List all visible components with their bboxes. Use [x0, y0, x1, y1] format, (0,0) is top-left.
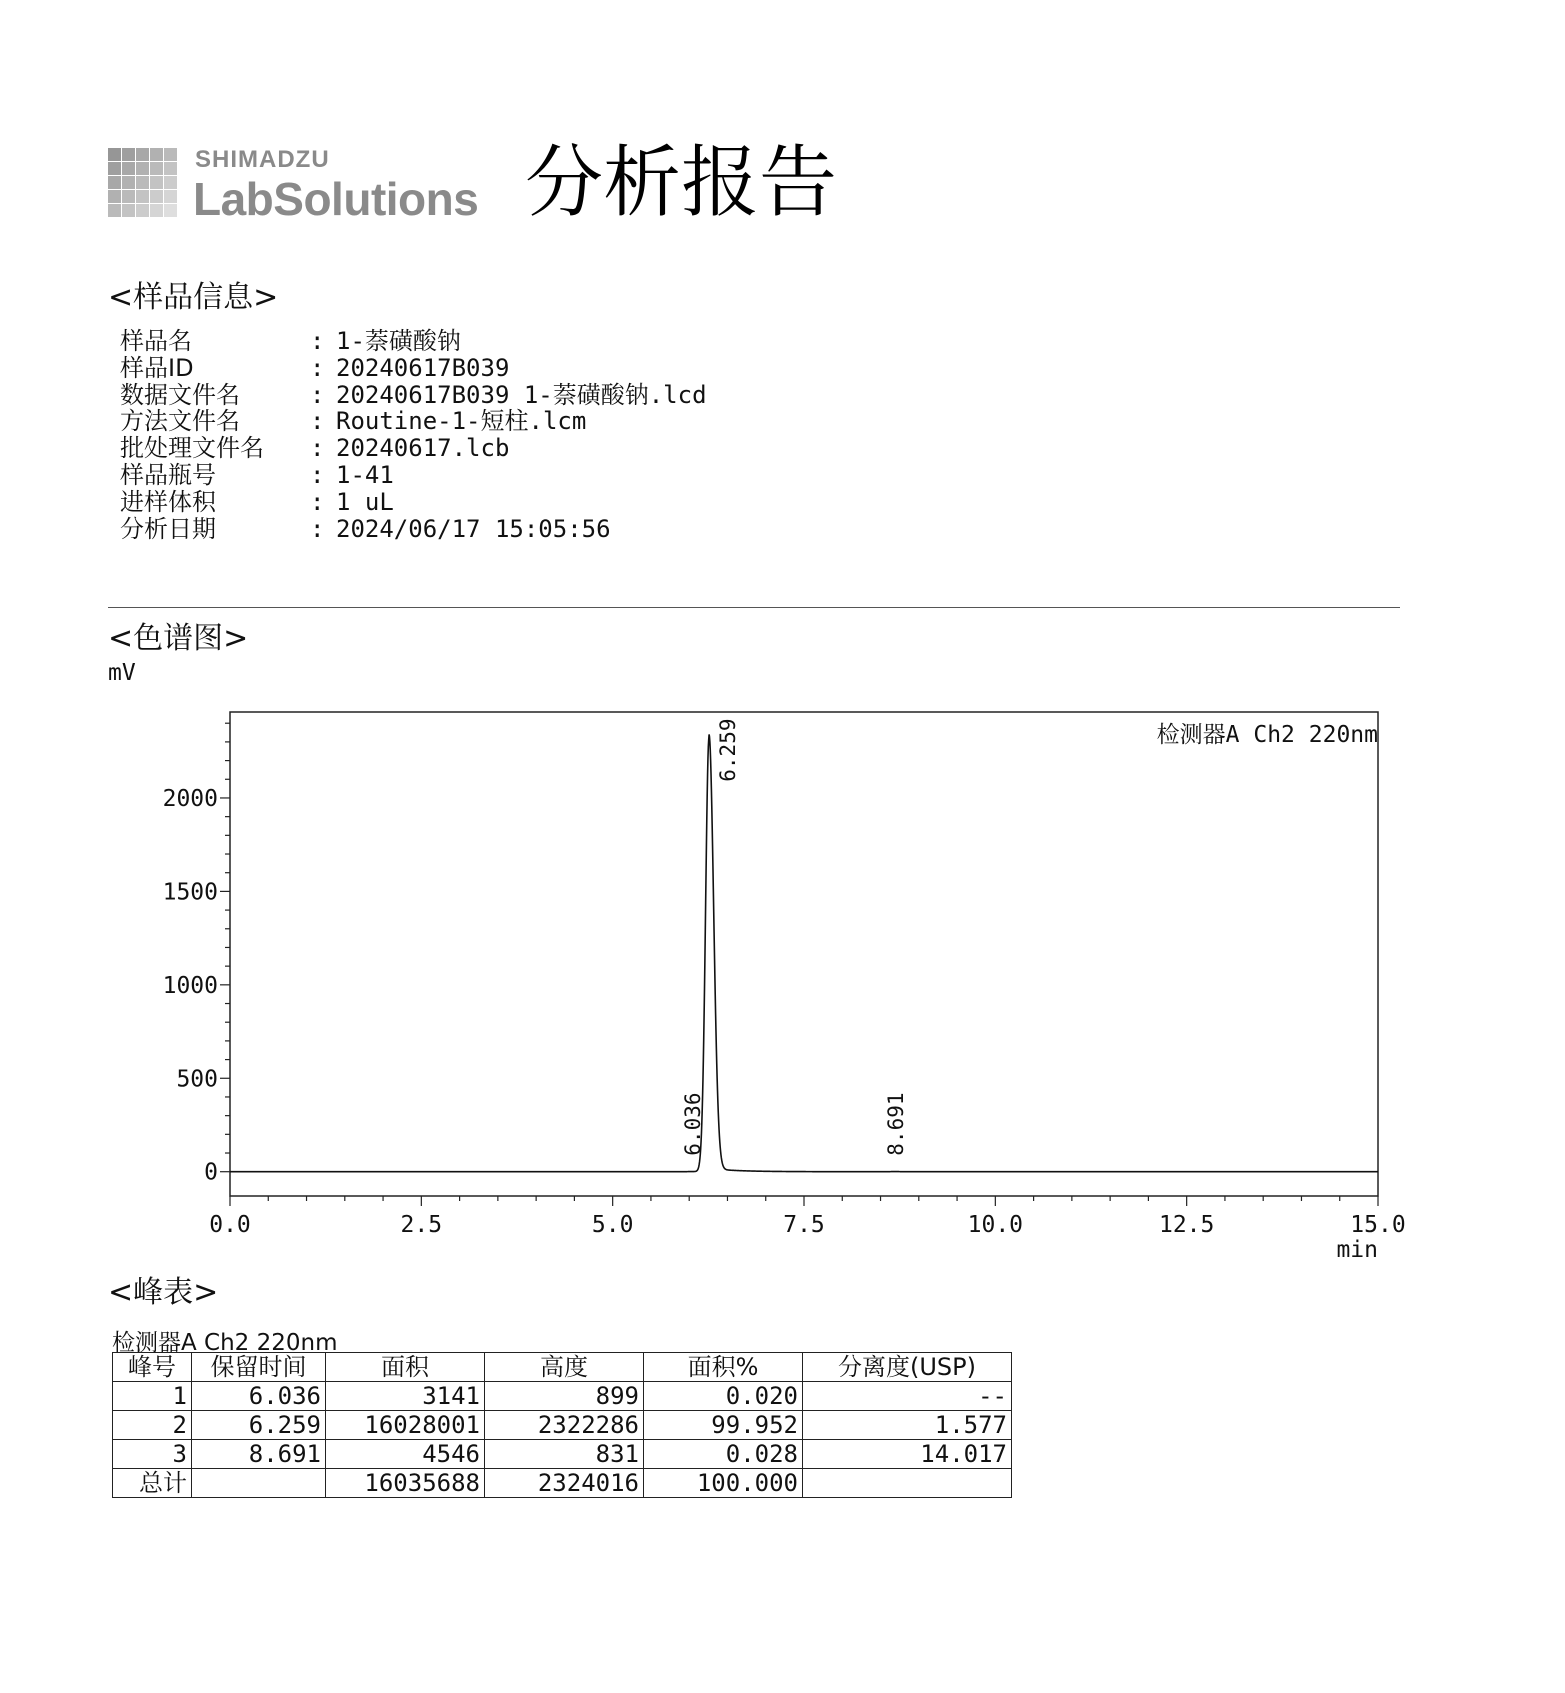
cell: 2: [113, 1411, 192, 1440]
logo-cell: [164, 148, 177, 161]
info-key: 样品ID: [120, 353, 194, 382]
info-key: 进样体积: [120, 487, 216, 516]
logo-cell: [164, 176, 177, 189]
logo-cell: [150, 176, 163, 189]
logo-cell: [122, 148, 135, 161]
cell: 0.028: [644, 1440, 803, 1469]
peak-label: 8.691: [884, 1092, 909, 1156]
col-header: 分离度(USP): [803, 1353, 1012, 1382]
cell: 100.000: [644, 1469, 803, 1498]
x-tick-label: 15.0: [1350, 1212, 1406, 1238]
logo-cell: [136, 204, 149, 217]
logo-cell: [108, 204, 121, 217]
info-value: 20240617B039 1-萘磺酸钠.lcd: [336, 380, 707, 409]
info-value: 1 uL: [336, 487, 394, 516]
cell: 14.017: [803, 1440, 1012, 1469]
chromatogram-heading: <色谱图>: [108, 621, 249, 656]
y-tick-label: 2000: [162, 785, 218, 812]
section-divider: [108, 607, 1400, 608]
table-header-row: [113, 1353, 1012, 1382]
peak-table-heading: <峰表>: [108, 1275, 219, 1310]
logo-cell: [122, 176, 135, 189]
info-key: 批处理文件名: [120, 434, 264, 463]
info-value: 1-萘磺酸钠: [336, 327, 461, 355]
table-row: [113, 1382, 1012, 1411]
info-row: 样品ID : 20240617B039: [120, 353, 510, 382]
labsolutions-logo-icon: [108, 148, 178, 218]
info-key: 样品瓶号: [120, 460, 216, 489]
cell: --: [803, 1382, 1012, 1411]
info-value: 1-41: [336, 460, 394, 489]
col-header: 高度: [485, 1353, 644, 1382]
logo-cell: [136, 176, 149, 189]
cell: 总计: [113, 1469, 192, 1498]
legend-label: 检测器A Ch2 220nm: [1156, 722, 1378, 748]
table-total-row: [113, 1469, 1012, 1498]
brand-shimadzu: SHIMADZU: [195, 146, 330, 173]
logo-cell: [122, 204, 135, 217]
info-key: 样品名: [120, 327, 192, 355]
x-axis-unit: min: [1336, 1237, 1378, 1263]
logo-cell: [150, 148, 163, 161]
peak-label: 6.259: [716, 718, 741, 782]
peak-table: [112, 1352, 1012, 1498]
cell: 0.020: [644, 1382, 803, 1411]
cell: 16028001: [326, 1411, 485, 1440]
x-tick-label: 12.5: [1158, 1212, 1215, 1238]
cell: [192, 1469, 326, 1498]
logo-cell: [150, 204, 163, 217]
logo-cell: [136, 162, 149, 175]
sample-info-table: [120, 328, 707, 542]
info-row: 样品瓶号 : 1-41: [120, 460, 394, 489]
logo-cell: [108, 162, 121, 175]
col-header: 峰号: [113, 1353, 192, 1382]
info-row: 分析日期 : 2024/06/17 15:05:56: [120, 514, 611, 543]
info-row: 批处理文件名 : 20240617.lcb: [120, 434, 510, 463]
logo-cell: [108, 190, 121, 203]
col-header: 保留时间: [192, 1353, 326, 1382]
cell: [803, 1469, 1012, 1498]
cell: 16035688: [326, 1469, 485, 1498]
cell: 4546: [326, 1440, 485, 1469]
x-tick-label: 2.5: [400, 1212, 443, 1238]
col-header: 面积: [326, 1353, 485, 1382]
info-row: 方法文件名 : Routine-1-短柱.lcm: [120, 407, 587, 436]
col-header: 面积%: [644, 1353, 803, 1382]
y-axis-label: mV: [108, 660, 136, 686]
logo-cell: [122, 190, 135, 203]
info-value: 20240617.lcb: [336, 434, 510, 463]
info-key: 方法文件名: [120, 407, 240, 436]
cell: 8.691: [192, 1440, 326, 1469]
info-row: 数据文件名 : 20240617B039 1-萘磺酸钠.lcd: [120, 380, 707, 409]
info-value: 2024/06/17 15:05:56: [336, 514, 611, 543]
info-value: Routine-1-短柱.lcm: [336, 407, 587, 436]
logo-cell: [164, 190, 177, 203]
logo-cell: [136, 190, 149, 203]
logo-cell: [164, 162, 177, 175]
cell: 1.577: [803, 1411, 1012, 1440]
logo-cell: [108, 176, 121, 189]
sample-info-heading: <样品信息>: [108, 280, 279, 315]
info-row: 样品名 : 1-萘磺酸钠: [120, 327, 461, 355]
table-row: [113, 1411, 1012, 1440]
cell: 899: [485, 1382, 644, 1411]
cell: 3141: [326, 1382, 485, 1411]
logo-cell: [122, 162, 135, 175]
cell: 6.259: [192, 1411, 326, 1440]
peak-labels: [681, 719, 908, 1156]
chromatogram-chart: [0, 660, 1565, 1280]
x-axis: [209, 1196, 1405, 1238]
cell: 2322286: [485, 1411, 644, 1440]
page-title: 分析报告: [525, 138, 838, 228]
cell: 3: [113, 1440, 192, 1469]
y-tick-label: 0: [204, 1159, 218, 1186]
logo-cell: [136, 148, 149, 161]
y-tick-label: 1000: [162, 972, 218, 999]
chromatogram-trace: [230, 734, 1378, 1171]
info-key: 分析日期: [120, 514, 216, 543]
logo-cell: [150, 190, 163, 203]
cell: 831: [485, 1440, 644, 1469]
cell: 99.952: [644, 1411, 803, 1440]
info-row: 进样体积 : 1 uL: [120, 487, 394, 516]
logo-cell: [108, 148, 121, 161]
logo-cell: [164, 204, 177, 217]
peak-table-detector: 检测器A Ch2 220nm: [112, 1330, 338, 1356]
x-tick-label: 5.0: [591, 1212, 634, 1238]
table-row: [113, 1440, 1012, 1469]
x-tick-label: 0.0: [209, 1212, 251, 1238]
cell: 1: [113, 1382, 192, 1411]
y-axis: [163, 723, 230, 1185]
cell: 2324016: [485, 1469, 644, 1498]
x-tick-label: 7.5: [783, 1212, 825, 1238]
info-value: 20240617B039: [336, 353, 510, 382]
y-tick-label: 1500: [162, 879, 218, 906]
y-tick-label: 500: [176, 1066, 218, 1093]
peak-label: 6.036: [680, 1092, 705, 1156]
brand-labsolutions: LabSolutions: [193, 173, 479, 225]
info-key: 数据文件名: [120, 380, 240, 409]
logo-cell: [150, 162, 163, 175]
x-tick-label: 10.0: [967, 1212, 1024, 1238]
cell: 6.036: [192, 1382, 326, 1411]
plot-frame: [230, 712, 1378, 1196]
